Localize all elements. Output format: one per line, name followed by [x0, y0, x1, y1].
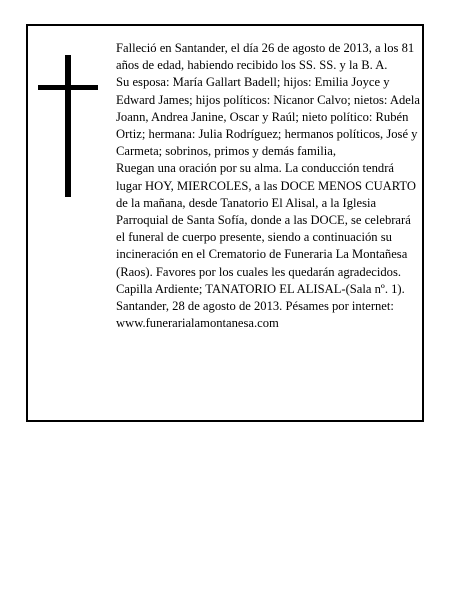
cross-vertical-bar — [65, 55, 71, 197]
obituary-notice — [26, 24, 424, 422]
death-announcement: Falleció en Santander, el día 26 de agosto de 2013, a los 81 años de edad, habiendo recibido los SS. SS. y la B. A. — [116, 41, 415, 73]
cross-horizontal-bar — [38, 85, 98, 90]
notice-text — [116, 40, 422, 332]
latin-cross-icon — [38, 55, 98, 197]
family-list: Su esposa: María Gallart Badell; hijos: Emilia Joyce y Edward James; hijos políticos: Nicanor Calvo; nietos: Adela Joann, Andrea Janine, Oscar y Raúl; nieto político: Rubén Ortiz; hermana: Julia Rodríguez; hermanos políticos, José y Carmeta; sobrinos, primos y demás familia, — [116, 75, 420, 159]
date-and-condolences: Santander, 28 de agosto de 2013. Pésames por internet: www.funerarialamontanesa.com — [116, 299, 394, 331]
funeral-details: Ruegan una oración por su alma. La conducción tendrá lugar HOY, MIERCOLES, a las DOCE MENOS CUARTO de la mañana, desde Tanatorio El Alisal, a la Iglesia Parroquial de Santa Sofía, donde a las DOCE, se celebrará el funeral de cuerpo presente, siendo a continuación su incineración en el Crematorio de Funeraria La Montañesa (Raos). Favores por los cuales les quedarán agradecidos. Capilla Ardiente; TANATORIO EL ALISAL-(Sala nº. 1). — [116, 161, 416, 296]
